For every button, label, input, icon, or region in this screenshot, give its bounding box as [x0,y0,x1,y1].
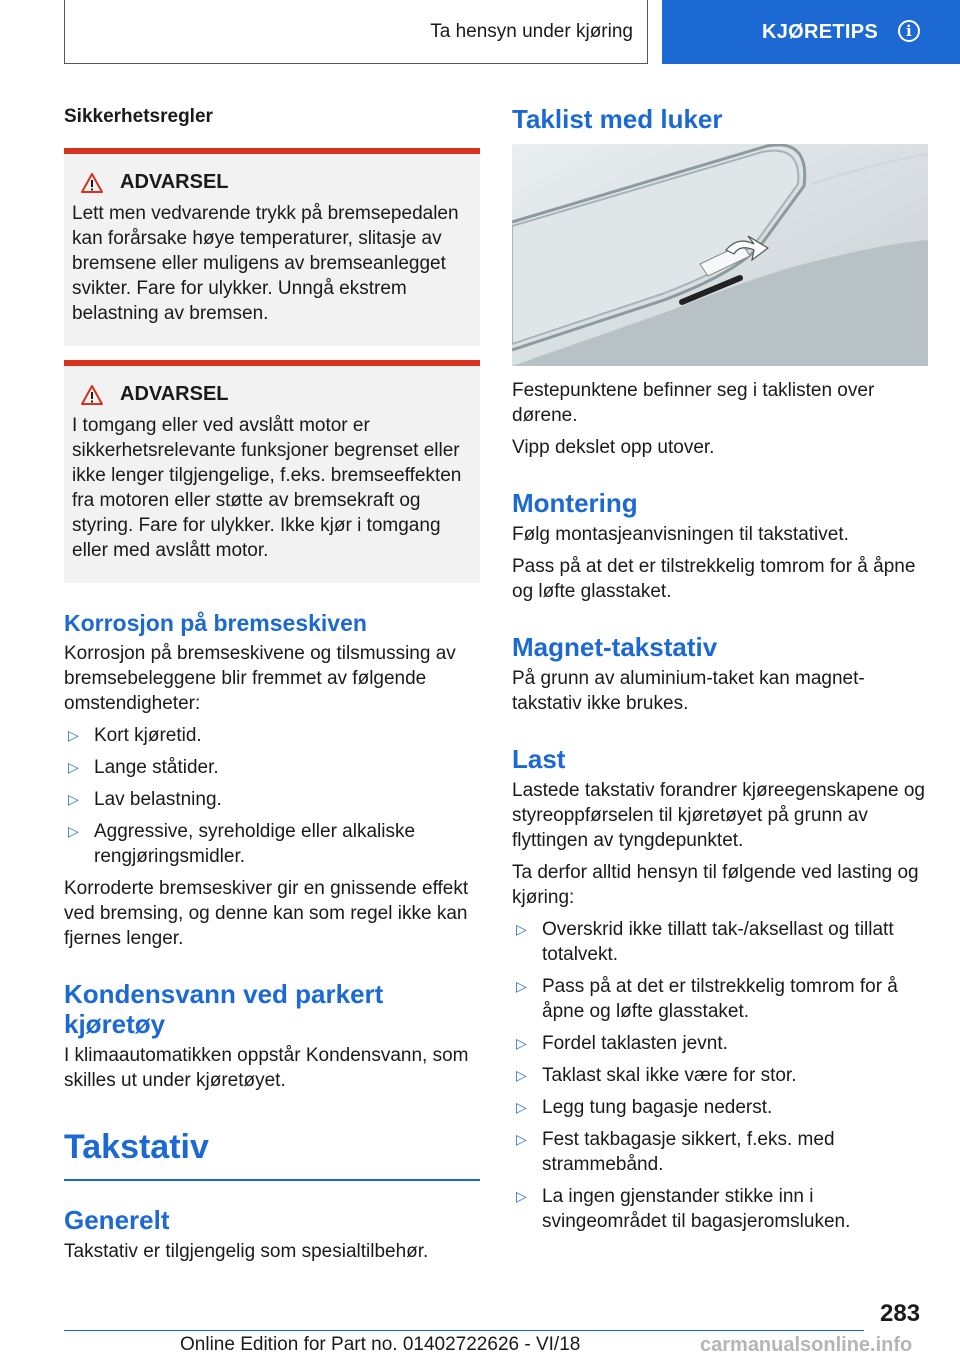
paragraph: Ta derfor alltid hensyn til følgende ved lasting og kjøring: [512,862,919,908]
triangle-bullet-icon: ▷ [516,1067,527,1083]
left-column [64,100,480,1271]
list-item-text: Pass på at det er tilstrekkelig tomrom for å åpne og løfte glasstaket. [542,976,898,1022]
heading-montering: Montering [512,488,638,518]
list-item-text: Fest takbagasje sikkert, f.eks. med strammebånd. [542,1129,835,1175]
list-item-text: Aggressive, syreholdige eller alkaliske rengjøringsmidler. [94,821,416,867]
list-item [512,1127,928,1177]
triangle-bullet-icon: ▷ [68,759,79,775]
paragraph: Takstativ er tilgjengelig som spesialtilbehør. [64,1241,429,1262]
triangle-bullet-icon: ▷ [516,1099,527,1115]
warning-box [64,148,480,346]
roof-rail-illustration [512,144,928,366]
right-column [512,100,928,1241]
list-item-text: Fordel taklasten jevnt. [542,1033,728,1054]
triangle-bullet-icon: ▷ [68,823,79,839]
triangle-bullet-icon: ▷ [516,1131,527,1147]
list-item-text: Overskrid ikke tillatt tak-/aksellast og tillatt totalvekt. [542,919,894,965]
paragraph: I klimaautomatikken oppstår Kondensvann, som skilles ut under kjøretøyet. [64,1045,469,1091]
triangle-bullet-icon: ▷ [516,1035,527,1051]
list-item-text: Legg tung bagasje nederst. [542,1097,773,1118]
header-section-title [64,0,648,64]
section-label: Sikkerhetsregler [64,106,213,127]
list-item-text: La ingen gjenstander stikke inn i svingeområdet til bagasjeromsluken. [542,1186,851,1232]
list-item [512,1031,928,1056]
list-item [64,819,480,869]
heading-taklist: Taklist med luker [512,104,723,134]
list-item [512,1095,928,1120]
list-item [64,755,480,780]
paragraph: Korrosjon på bremseskivene og tilsmussing av bremsebeleggene blir fremmet av følgende omstendigheter: [64,643,456,714]
triangle-bullet-icon: ▷ [516,921,527,937]
list-item [512,917,928,967]
paragraph: Festepunktene befinner seg i taklisten over dørene. [512,380,875,426]
paragraph: Lastede takstativ forandrer kjøreegenskapene og styreoppførselen til kjøretøyet på grunn av flyttingen av tyngdepunktet. [512,780,925,851]
page-number: 283 [880,1300,921,1327]
paragraph: På grunn av aluminium-taket kan magnet-takstativ ikke brukes. [512,668,865,714]
list-item-text: Taklast skal ikke være for stor. [542,1065,797,1086]
list-item [512,974,928,1024]
warning-title-row [72,170,472,195]
heading-magnet-takstativ: Magnet-takstativ [512,632,718,662]
list-item-text: Lange ståtider. [94,757,219,778]
warning-triangle-icon [80,384,104,406]
paragraph: Følg montasjeanvisningen til takstativet. [512,524,849,545]
list-item-text: Lav belastning. [94,789,222,810]
heading-kondensvann: Kondensvann ved parkert kjøretøy [64,979,384,1039]
paragraph: Vipp dekslet opp utover. [512,437,715,458]
chapter-title: KJØRETIPS [762,20,879,43]
list-item [512,1063,928,1088]
warning-triangle-icon [80,172,104,194]
triangle-bullet-icon: ▷ [68,727,79,743]
warning-title: ADVARSEL [120,171,229,193]
warning-text: Lett men vedvarende trykk på bremsepedalen kan forårsake høye temperaturer, slitasje av bremsene eller muligens av bremseanlegget svikter. Fare for ulykker. Unngå ekstrem belastning av bremsen. [72,203,459,324]
bullet-list [512,917,928,1234]
footer-divider [64,1330,864,1331]
triangle-bullet-icon: ▷ [516,1188,527,1204]
footer-edition: Online Edition for Part no. 01402722626 - VI/18 [180,1334,581,1355]
list-item [64,787,480,812]
paragraph: Korroderte bremseskiver gir en gnissende effekt ved bremsing, og denne kan som regel ikke kan fjernes lenger. [64,878,469,949]
triangle-bullet-icon: ▷ [516,978,527,994]
list-item [512,1184,928,1234]
warning-box [64,360,480,583]
section-title: Ta hensyn under kjøring [430,20,633,42]
watermark: carmanualsonline.info [700,1334,913,1356]
warning-title-row [72,382,472,407]
heading-takstativ: Takstativ [64,1127,480,1181]
heading-last: Last [512,744,566,774]
list-item-text: Kort kjøretid. [94,725,202,746]
header-chapter-tab[interactable] [662,0,960,64]
bullet-list [64,723,480,869]
warning-title: ADVARSEL [120,383,229,405]
paragraph: Pass på at det er tilstrekkelig tomrom for å åpne og løfte glasstaket. [512,556,916,602]
heading-generelt: Generelt [64,1205,170,1235]
list-item [64,723,480,748]
triangle-bullet-icon: ▷ [68,791,79,807]
info-icon[interactable]: i [898,20,920,42]
warning-text: I tomgang eller ved avslått motor er sikkerhetsrelevante funksjoner begrenset eller ikke lenger tilgjengelige, f.eks. bremseeffekten fra motoren eller støtte av bremsekraft og styring. Fare for ulykker. Ikke kjør i tomgang eller med avslått motor. [72,415,462,561]
heading-korrosjon: Korrosjon på bremseskiven [64,610,367,636]
